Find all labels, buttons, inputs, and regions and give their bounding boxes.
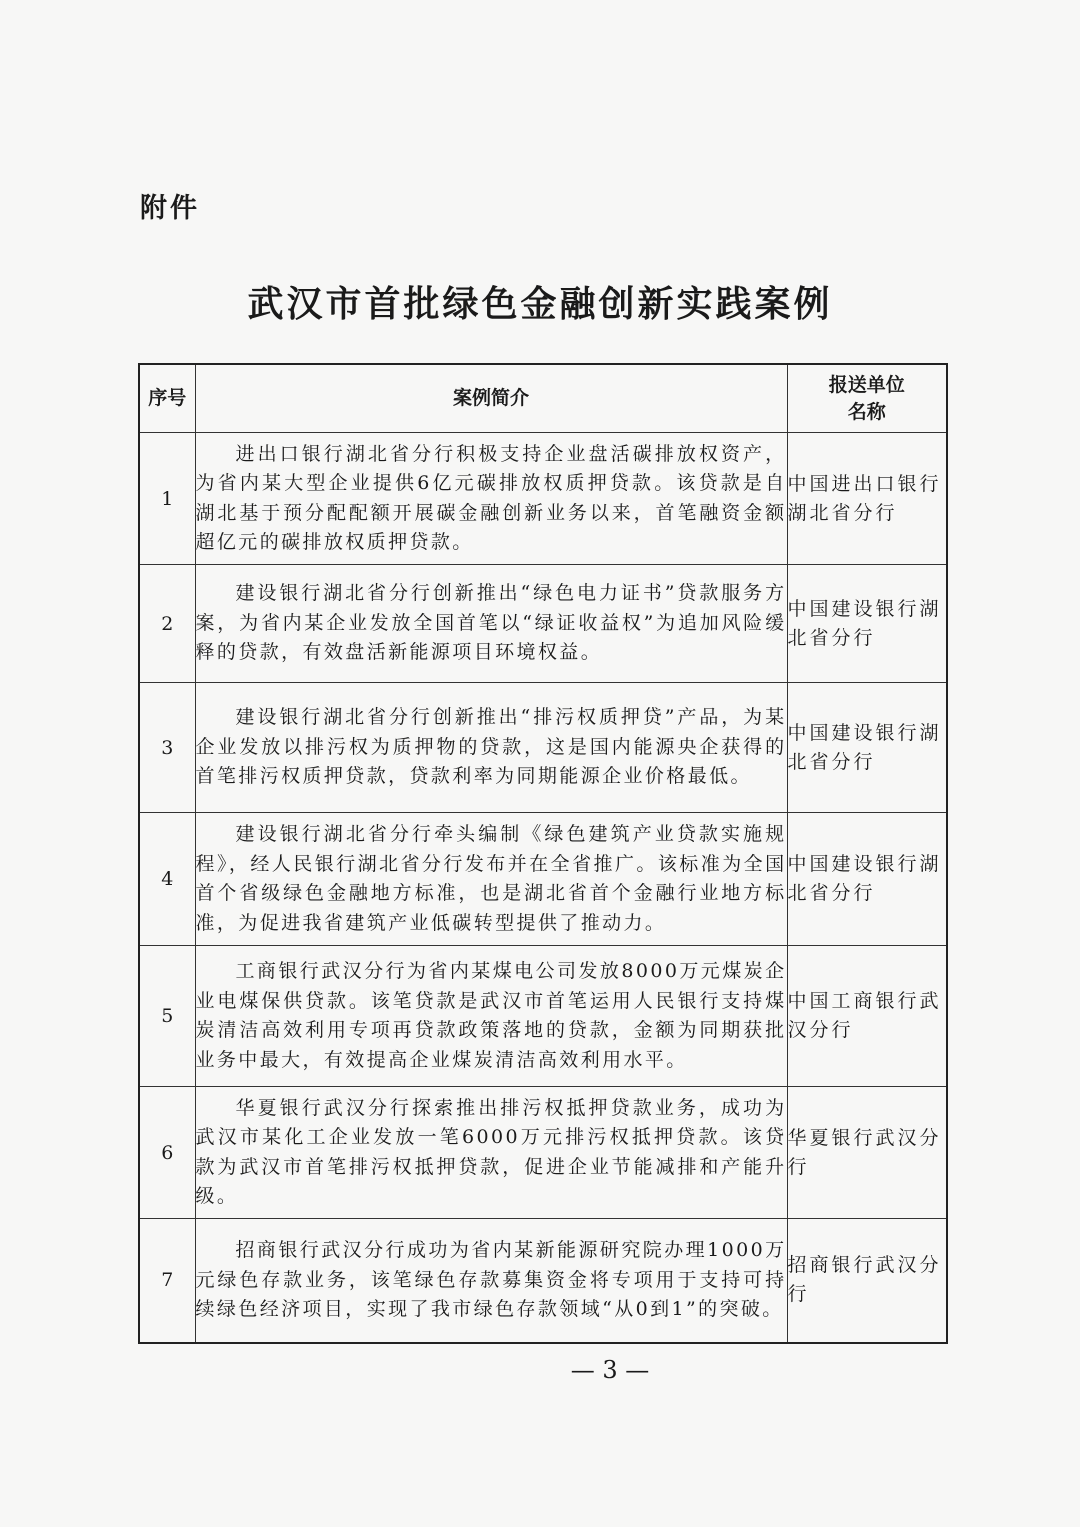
case-description: 工商银行武汉分行为省内某煤电公司发放8000万元煤炭企业电煤保供贷款。该笔贷款是武汉市首笔运用人民银行支持煤炭清洁高效利用专项再贷款政策落地的贷款，金额为同期获批业务中最大，有效提高企业煤炭清洁高效利用水平。 [195,946,787,1087]
row-number: 6 [139,1087,195,1219]
document-title: 武汉市首批绿色金融创新实践案例 [247,284,833,325]
reporting-unit: 中国建设银行湖北省分行 [787,565,947,683]
attachment-label: 附件 [140,193,200,224]
case-description: 建设银行湖北省分行牵头编制《绿色建筑产业贷款实施规程》，经人民银行湖北省分行发布并在全省推广。该标准为全国首个省级绿色金融地方标准，也是湖北省首个金融行业地方标准，为促进我省建筑产业低碳转型提供了推动力。 [195,813,787,946]
header-unit: 报送单位名称 [787,364,947,433]
row-number: 1 [139,433,195,565]
header-desc: 案例简介 [195,364,787,433]
table-row [139,813,947,946]
case-description: 建设银行湖北省分行创新推出“排污权质押贷”产品，为某企业发放以排污权为质押物的贷款，这是国内能源央企获得的首笔排污权质押贷款，贷款利率为同期能源企业价格最低。 [195,683,787,813]
header-no: 序号 [139,364,195,433]
row-number: 2 [139,565,195,683]
table-row [139,565,947,683]
reporting-unit: 招商银行武汉分行 [787,1219,947,1343]
table-row [139,946,947,1087]
table-header-row [139,364,947,433]
reporting-unit: 中国进出口银行湖北省分行 [787,433,947,565]
table-row [139,1219,947,1343]
row-number: 5 [139,946,195,1087]
page-number: — 3 — [570,1356,650,1384]
row-number: 7 [139,1219,195,1343]
table-row [139,433,947,565]
case-description: 华夏银行武汉分行探索推出排污权抵押贷款业务，成功为武汉市某化工企业发放一笔6000万元排污权抵押贷款。该贷款为武汉市首笔排污权抵押贷款，促进企业节能减排和产能升级。 [195,1087,787,1219]
row-number: 3 [139,683,195,813]
reporting-unit: 中国建设银行湖北省分行 [787,813,947,946]
reporting-unit: 中国工商银行武汉分行 [787,946,947,1087]
reporting-unit: 中国建设银行湖北省分行 [787,683,947,813]
reporting-unit: 华夏银行武汉分行 [787,1087,947,1219]
cases-table [138,363,948,1344]
case-description: 进出口银行湖北省分行积极支持企业盘活碳排放权资产，为省内某大型企业提供6亿元碳排放权质押贷款。该贷款是自湖北基于预分配配额开展碳金融创新业务以来，首笔融资金额超亿元的碳排放权质押贷款。 [195,433,787,565]
row-number: 4 [139,813,195,946]
table-row [139,683,947,813]
case-description: 建设银行湖北省分行创新推出“绿色电力证书”贷款服务方案，为省内某企业发放全国首笔以“绿证收益权”为追加风险缓释的贷款，有效盘活新能源项目环境权益。 [195,565,787,683]
table-row [139,1087,947,1219]
case-description: 招商银行武汉分行成功为省内某新能源研究院办理1000万元绿色存款业务，该笔绿色存款募集资金将专项用于支持可持续绿色经济项目，实现了我市绿色存款领域“从0到1”的突破。 [195,1219,787,1343]
